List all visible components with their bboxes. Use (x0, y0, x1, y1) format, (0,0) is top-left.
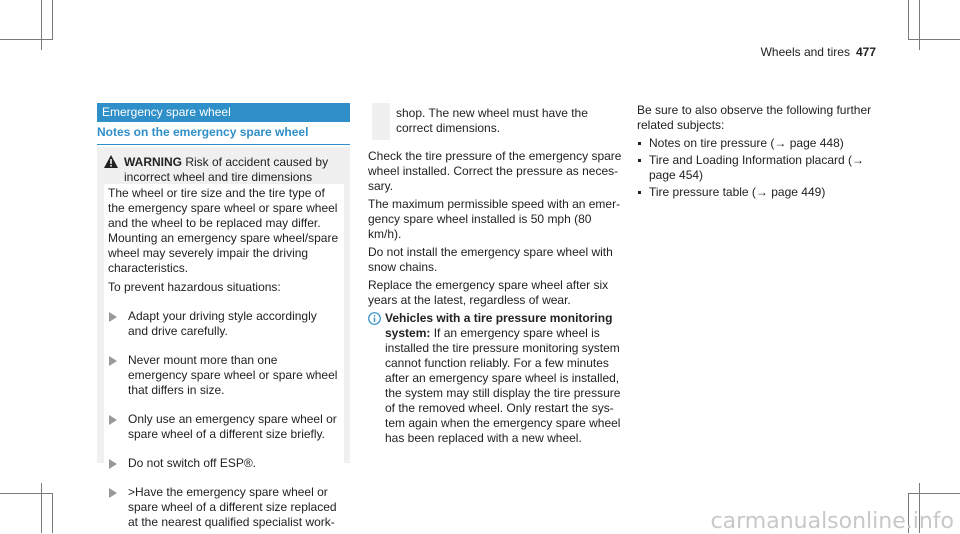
warning-triangle-icon (104, 155, 118, 168)
paragraph: Do not install the emergency spare wheel with snow chains. (368, 245, 613, 274)
crop-mark (908, 493, 960, 494)
warning-bullet (108, 309, 340, 339)
warning-continuation-text: shop. The new wheel must have the correct dimensions. (390, 103, 622, 140)
warning-body (104, 184, 344, 529)
warning-bullet-text: >Have the emergency spare wheel or spare wheel of a different size replaced at the nearest qualified specialist work- (128, 485, 337, 529)
related-item-text: Notes on tire pressure (→ page 448) (649, 136, 844, 150)
column-3 (637, 103, 882, 200)
warning-bullet (108, 353, 340, 398)
warning-paragraph: The wheel or tire size and the tire type of the emergency spare wheel or spare wheel and the wheel to be replaced may differ. Mounting an emergency spare wheel/spare wheel may severely impair the driving characteristics. (108, 186, 339, 275)
arrow-bullet-icon (109, 312, 117, 322)
warning-bullet (108, 456, 340, 471)
info-note (368, 311, 623, 446)
info-icon (368, 312, 381, 325)
related-intro: Be sure to also observe the following further related subjects: (637, 103, 872, 132)
warning-bullet-text: Never mount more than one emergency spare wheel or spare wheel that differs in size. (128, 353, 338, 397)
subheading: Notes on the emergency spare wheel (97, 125, 350, 145)
arrow-bullet-icon (109, 459, 117, 469)
related-item[interactable] (637, 153, 882, 183)
info-title: Vehicles with a tire pressure monitoring system: (385, 311, 613, 340)
arrow-bullet-icon (109, 488, 117, 498)
warning-paragraph: To prevent hazardous situations: (108, 280, 281, 294)
related-item-text: Tire and Loading Information placard (→ page 454) (649, 153, 865, 182)
crop-mark (0, 493, 52, 494)
warning-headline: Risk of accident caused by incorrect wheel and tire dimensions (124, 155, 329, 184)
paragraph: The maximum permissible speed with an emergency spare wheel installed is 50 mph (80 km/h). (368, 197, 621, 241)
paragraph: Check the tire pressure of the emergency spare wheel installed. Correct the pressure as necessary. (368, 149, 622, 193)
warning-header (104, 155, 344, 185)
section-title: Emergency spare wheel (97, 103, 350, 122)
warning-bullet-text: Adapt your driving style accordingly and drive carefully. (128, 309, 317, 338)
crop-mark (919, 0, 920, 50)
related-item-text: Tire pressure table (→ page 449) (649, 185, 826, 199)
crop-mark (41, 0, 42, 50)
info-text: If an emergency spare wheel is installed the tire pressure monitoring system cannot function reliably. For a few minutes after an emergency spare wheel is installed, the system may still display the tire pressure of the removed wheel. Only restart the system again when the emergency spare wheel has been replaced with a new wheel. (385, 326, 621, 445)
crop-mark (908, 0, 909, 40)
related-item[interactable] (637, 185, 882, 200)
warning-bullet-text: Do not switch off ESP®. (128, 456, 257, 470)
column-2 (368, 149, 623, 446)
warning-label: WARNING (124, 155, 182, 169)
warning-bullet (108, 485, 340, 530)
crop-mark (908, 39, 960, 40)
crop-mark (41, 483, 42, 533)
paragraph: Replace the emergency spare wheel after six years at the latest, regardless of wear. (368, 278, 609, 307)
warning-bullet (108, 412, 340, 442)
arrow-bullet-icon (109, 415, 117, 425)
running-head (761, 45, 876, 60)
warning-bullet-text: Only use an emergency spare wheel or spare wheel of a different size briefly. (128, 412, 337, 441)
watermark: carmanualsonline.info (710, 509, 954, 534)
crop-mark (52, 493, 53, 533)
crop-mark (0, 39, 52, 40)
running-head-title: Wheels and tires (760, 45, 850, 59)
warning-continuation-box (372, 103, 622, 140)
crop-mark (52, 0, 53, 40)
page-number: 477 (855, 45, 876, 59)
related-item[interactable] (637, 136, 882, 151)
arrow-bullet-icon (109, 356, 117, 366)
